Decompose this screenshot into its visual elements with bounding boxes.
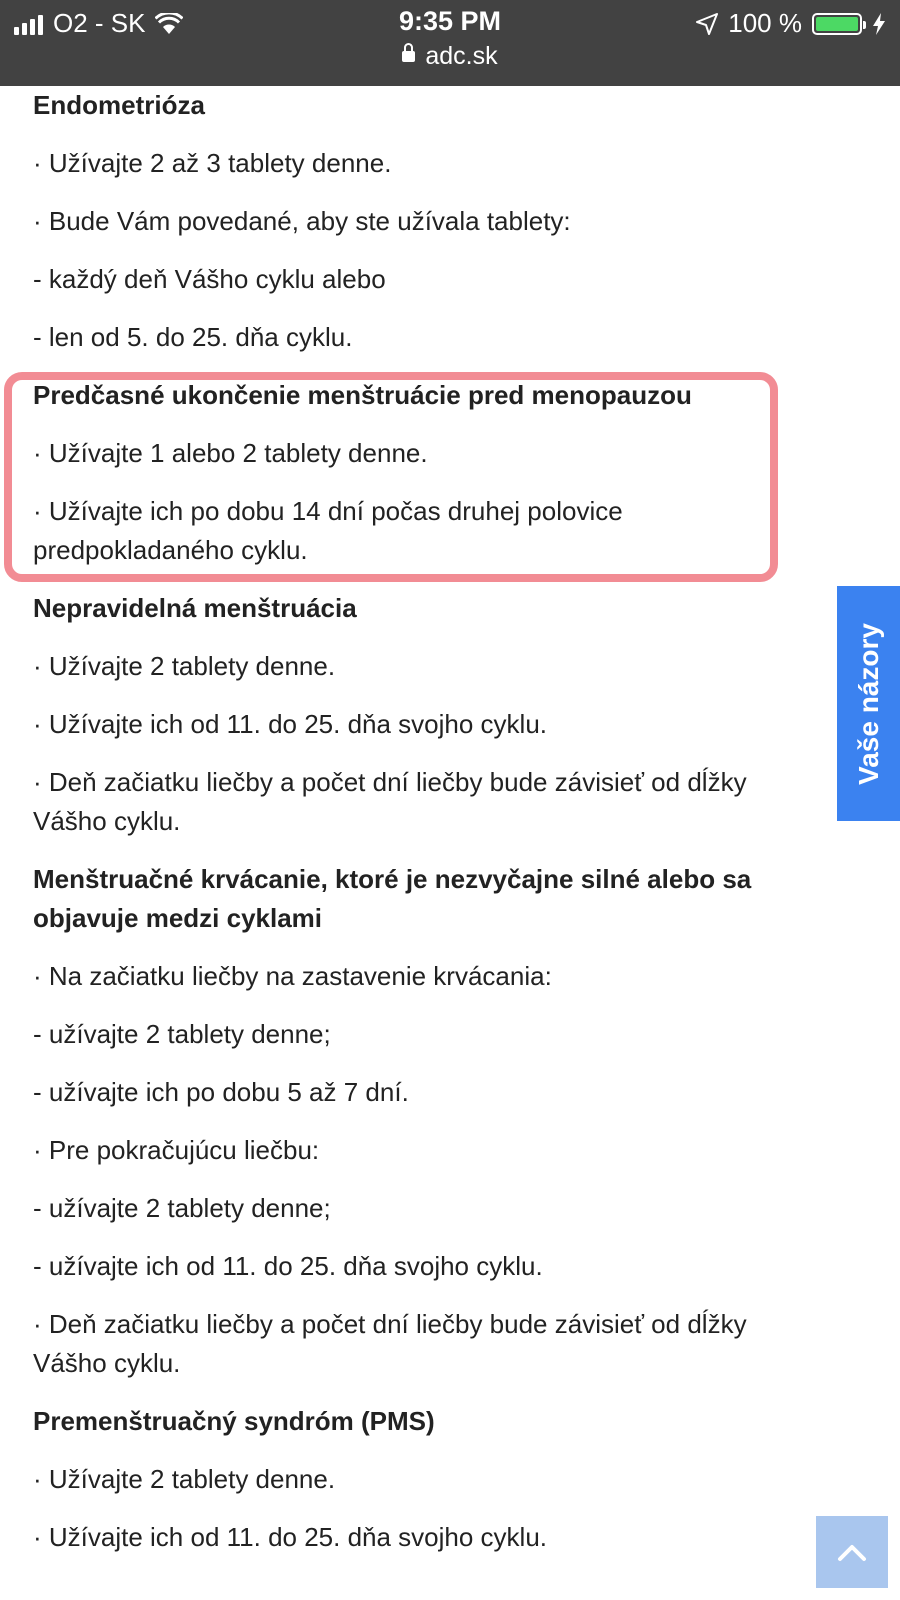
charging-bolt-icon: [872, 13, 886, 35]
section-heading: Menštruačné krvácanie, ktoré je nezvyčajne silné alebo sa objavuje medzi cyklami: [33, 864, 752, 933]
instruction-line: · Deň začiatku liečby a počet dní liečby bude závisieť od dĺžky Vášho cyklu.: [33, 1309, 747, 1378]
instruction-line: - užívajte 2 tablety denne;: [33, 1193, 331, 1223]
instruction-line: · Užívajte 1 alebo 2 tablety denne.: [33, 438, 428, 468]
status-right: [696, 8, 886, 39]
url-text: adc.sk: [425, 42, 498, 70]
instruction-line: · Užívajte ich od 11. do 25. dňa svojho cyklu.: [33, 709, 548, 739]
section-heading: Predčasné ukončenie menštruácie pred menopauzou: [33, 380, 692, 410]
instruction-line: · Deň začiatku liečby a počet dní liečby bude závisieť od dĺžky Vášho cyklu.: [33, 767, 747, 836]
instruction-line: · Na začiatku liečby na zastavenie krvácania:: [33, 961, 552, 991]
article-content: [33, 86, 813, 1576]
status-bar: [0, 0, 900, 86]
instruction-line: · Užívajte 2 tablety denne.: [33, 651, 336, 681]
clock: 9:35 PM: [398, 6, 502, 36]
instruction-line: - každý deň Vášho cyklu alebo: [33, 264, 386, 294]
section-heading: Endometrióza: [33, 90, 205, 120]
instruction-line: · Pre pokračujúcu liečbu:: [33, 1135, 320, 1165]
lock-icon: [402, 51, 415, 62]
instruction-line: · Užívajte ich od 11. do 25. dňa svojho cyklu.: [33, 1522, 548, 1552]
instruction-line: · Užívajte 2 až 3 tablety denne.: [33, 148, 392, 178]
section-heading: Nepravidelná menštruácia: [33, 593, 357, 623]
instruction-line: - užívajte ich od 11. do 25. dňa svojho cyklu.: [33, 1251, 543, 1281]
chevron-up-icon: [837, 1542, 867, 1562]
carrier-name: O2 - SK: [53, 8, 146, 38]
instruction-line: · Bude Vám povedané, aby ste užívala tablety:: [33, 206, 571, 236]
instruction-line: · Užívajte 2 tablety denne.: [33, 1464, 336, 1494]
instruction-line: - užívajte 2 tablety denne;: [33, 1019, 331, 1049]
feedback-tab-label: Vaše názory: [852, 622, 884, 785]
battery-icon: [812, 13, 862, 35]
address-bar[interactable]: [0, 42, 900, 71]
scroll-to-top-button[interactable]: [816, 1516, 888, 1588]
feedback-tab[interactable]: [837, 586, 900, 821]
instruction-line: - užívajte ich po dobu 5 až 7 dní.: [33, 1077, 409, 1107]
location-arrow-icon: [696, 13, 718, 35]
instruction-line: - len od 5. do 25. dňa cyklu.: [33, 322, 353, 352]
section-heading: Premenštruačný syndróm (PMS): [33, 1406, 435, 1436]
battery-percent: 100 %: [728, 8, 802, 38]
instruction-line: · Užívajte ich po dobu 14 dní počas druhej polovice predpokladaného cyklu.: [33, 496, 623, 565]
